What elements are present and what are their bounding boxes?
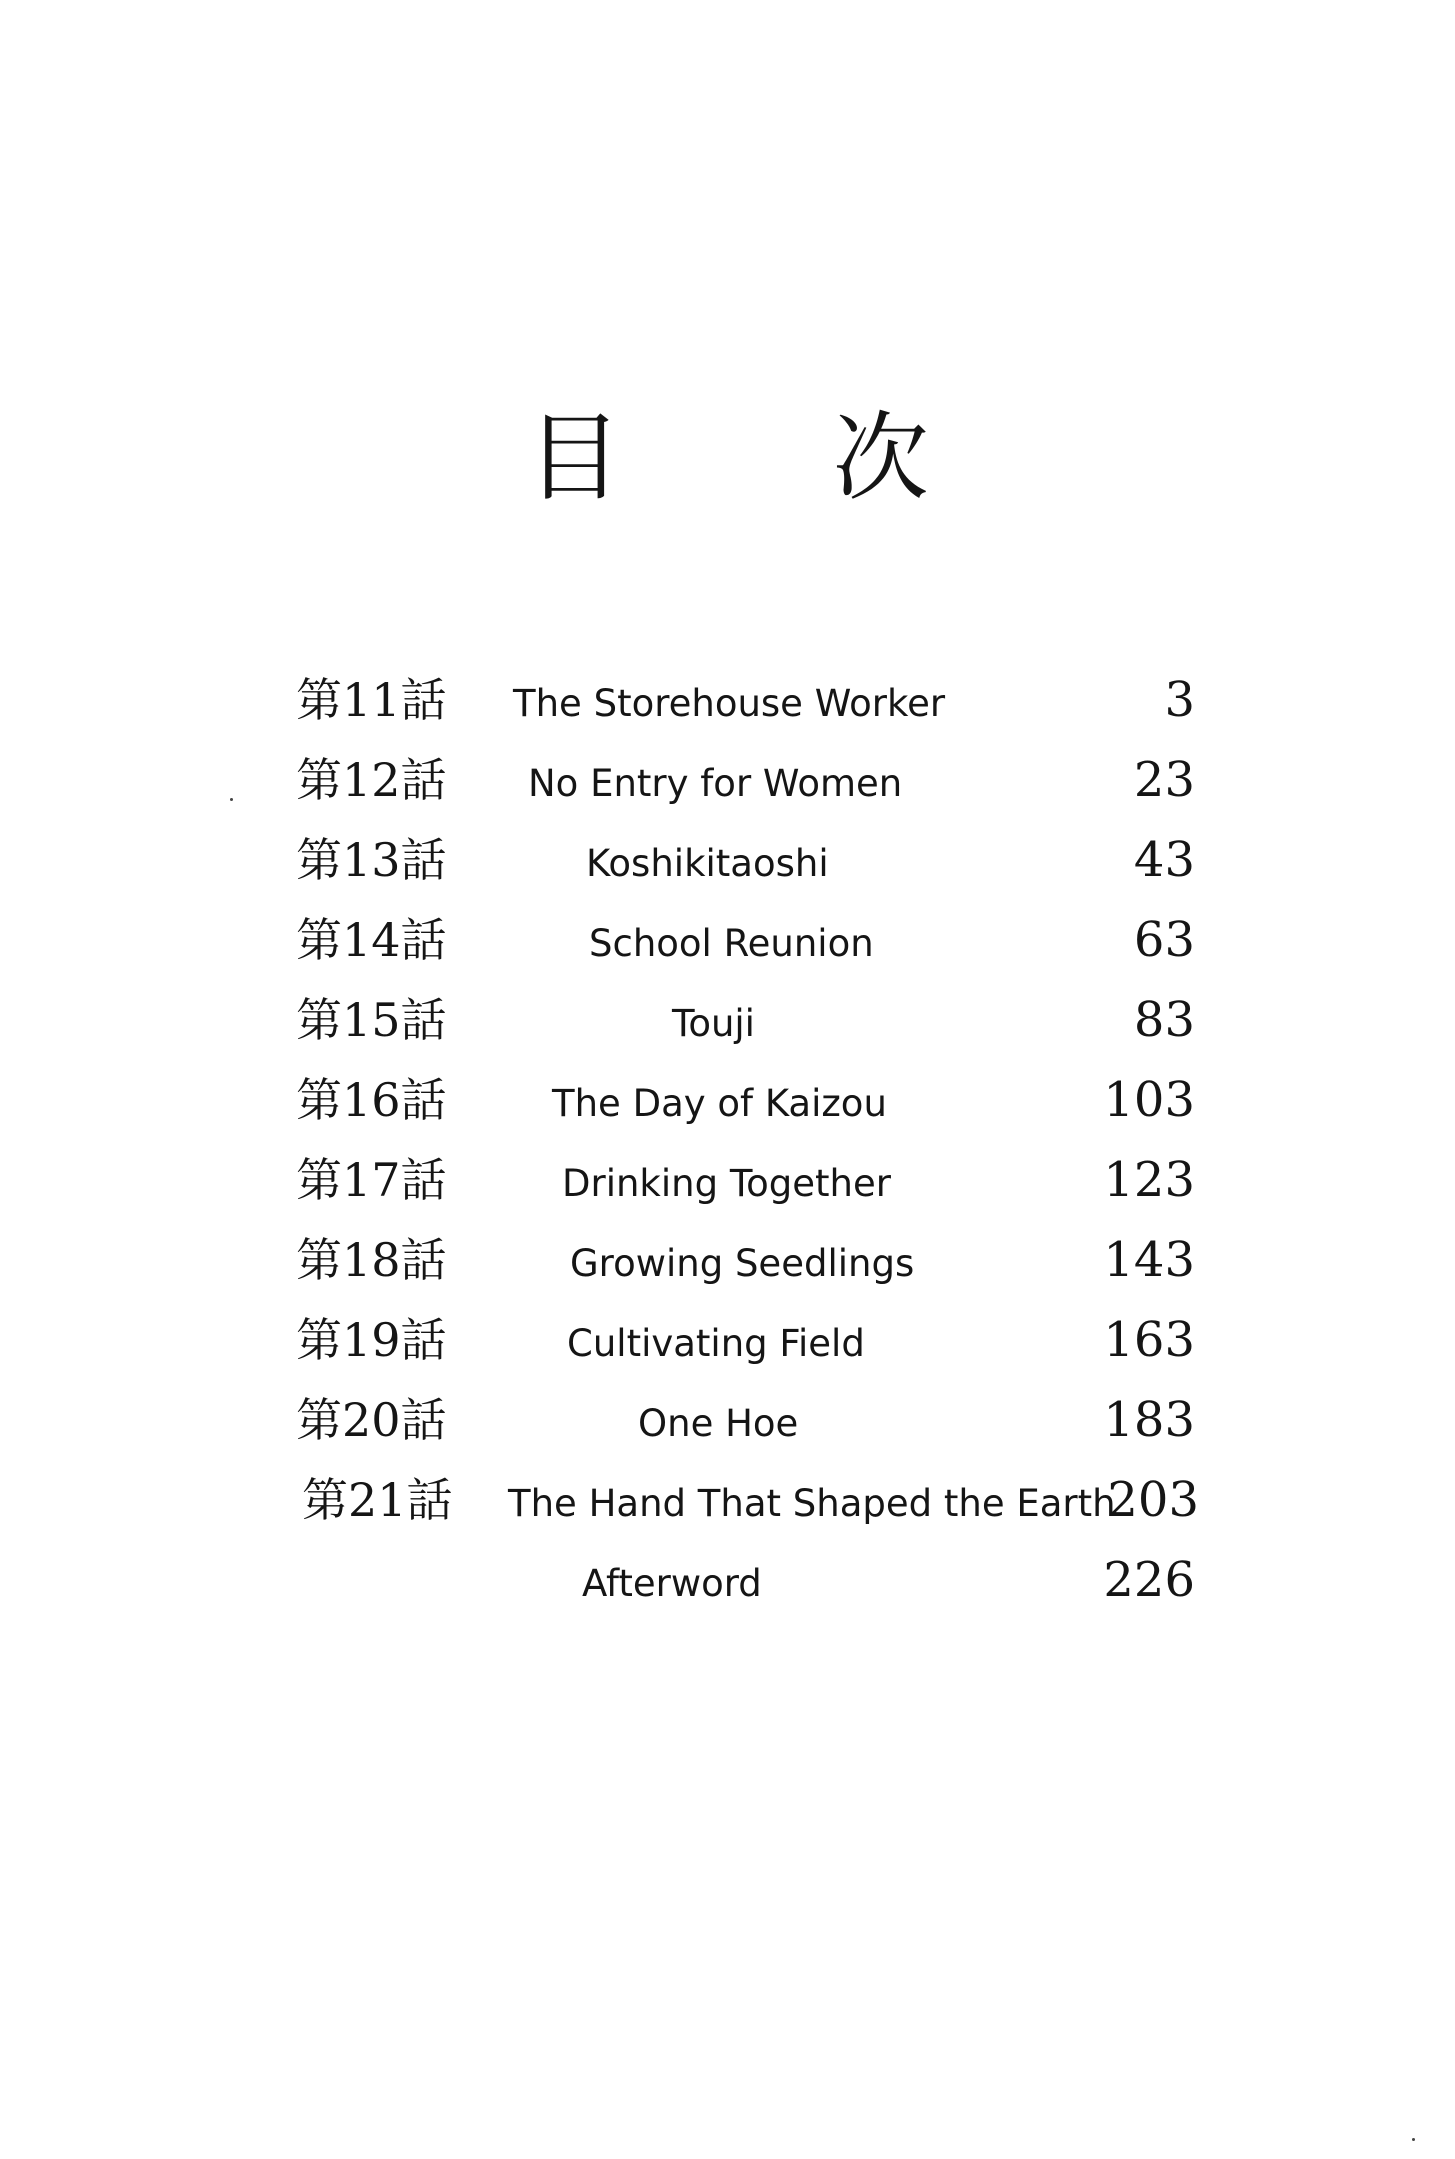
chapter-title: School Reunion [589, 922, 874, 965]
toc-entry-17 [0, 1150, 1455, 1210]
chapter-number: 第17話 [296, 1153, 447, 1207]
chapter-number: 第20話 [296, 1393, 447, 1447]
toc-entry-11 [0, 670, 1455, 730]
chapter-number: 第15話 [296, 993, 447, 1047]
toc-entry-18 [0, 1230, 1455, 1290]
chapter-number: 第19話 [296, 1313, 447, 1367]
chapter-title: Growing Seedlings [570, 1242, 915, 1285]
toc-entry-20 [0, 1390, 1455, 1450]
chapter-title: Touji [672, 1002, 755, 1045]
paper-speck [230, 798, 233, 801]
chapter-title: One Hoe [638, 1402, 799, 1445]
toc-entry-13 [0, 830, 1455, 890]
page-number: 83 [1133, 992, 1195, 1048]
chapter-title: The Hand That Shaped the Earth [508, 1482, 1116, 1525]
page-number: 183 [1103, 1392, 1195, 1448]
toc-entry-21 [0, 1470, 1455, 1530]
page-number: 3 [1164, 672, 1195, 728]
page-number: 163 [1103, 1312, 1195, 1368]
chapter-number: 第16話 [296, 1073, 447, 1127]
page-number: 143 [1103, 1232, 1195, 1288]
chapter-number: 第13話 [296, 833, 447, 887]
chapter-title: Koshikitaoshi [586, 842, 829, 885]
paper-speck [1412, 2138, 1415, 2141]
chapter-title: Cultivating Field [567, 1322, 865, 1365]
chapter-title: No Entry for Women [528, 762, 903, 805]
page-number: 43 [1133, 832, 1195, 888]
toc-entry-15 [0, 990, 1455, 1050]
chapter-number: 第21話 [302, 1473, 453, 1527]
page-number: 203 [1107, 1472, 1199, 1528]
chapter-number: 第18話 [296, 1233, 447, 1287]
toc-entry-14 [0, 910, 1455, 970]
chapter-title: Afterword [582, 1562, 762, 1605]
chapter-number: 第12話 [296, 753, 447, 807]
toc-entry-16 [0, 1070, 1455, 1130]
page-number: 63 [1133, 912, 1195, 968]
chapter-number: 第11話 [296, 673, 447, 727]
chapter-title: The Day of Kaizou [552, 1082, 887, 1125]
toc-entry-afterword [0, 1550, 1455, 1610]
page-number: 23 [1133, 752, 1195, 808]
toc-entry-19 [0, 1310, 1455, 1370]
page-number: 103 [1103, 1072, 1195, 1128]
chapter-title: The Storehouse Worker [513, 682, 946, 725]
table-of-contents-heading: 目 次 [526, 402, 1019, 514]
toc-entry-12 [0, 750, 1455, 810]
chapter-number: 第14話 [296, 913, 447, 967]
page-number: 123 [1103, 1152, 1195, 1208]
page-number: 226 [1103, 1552, 1195, 1608]
chapter-title: Drinking Together [562, 1162, 891, 1205]
